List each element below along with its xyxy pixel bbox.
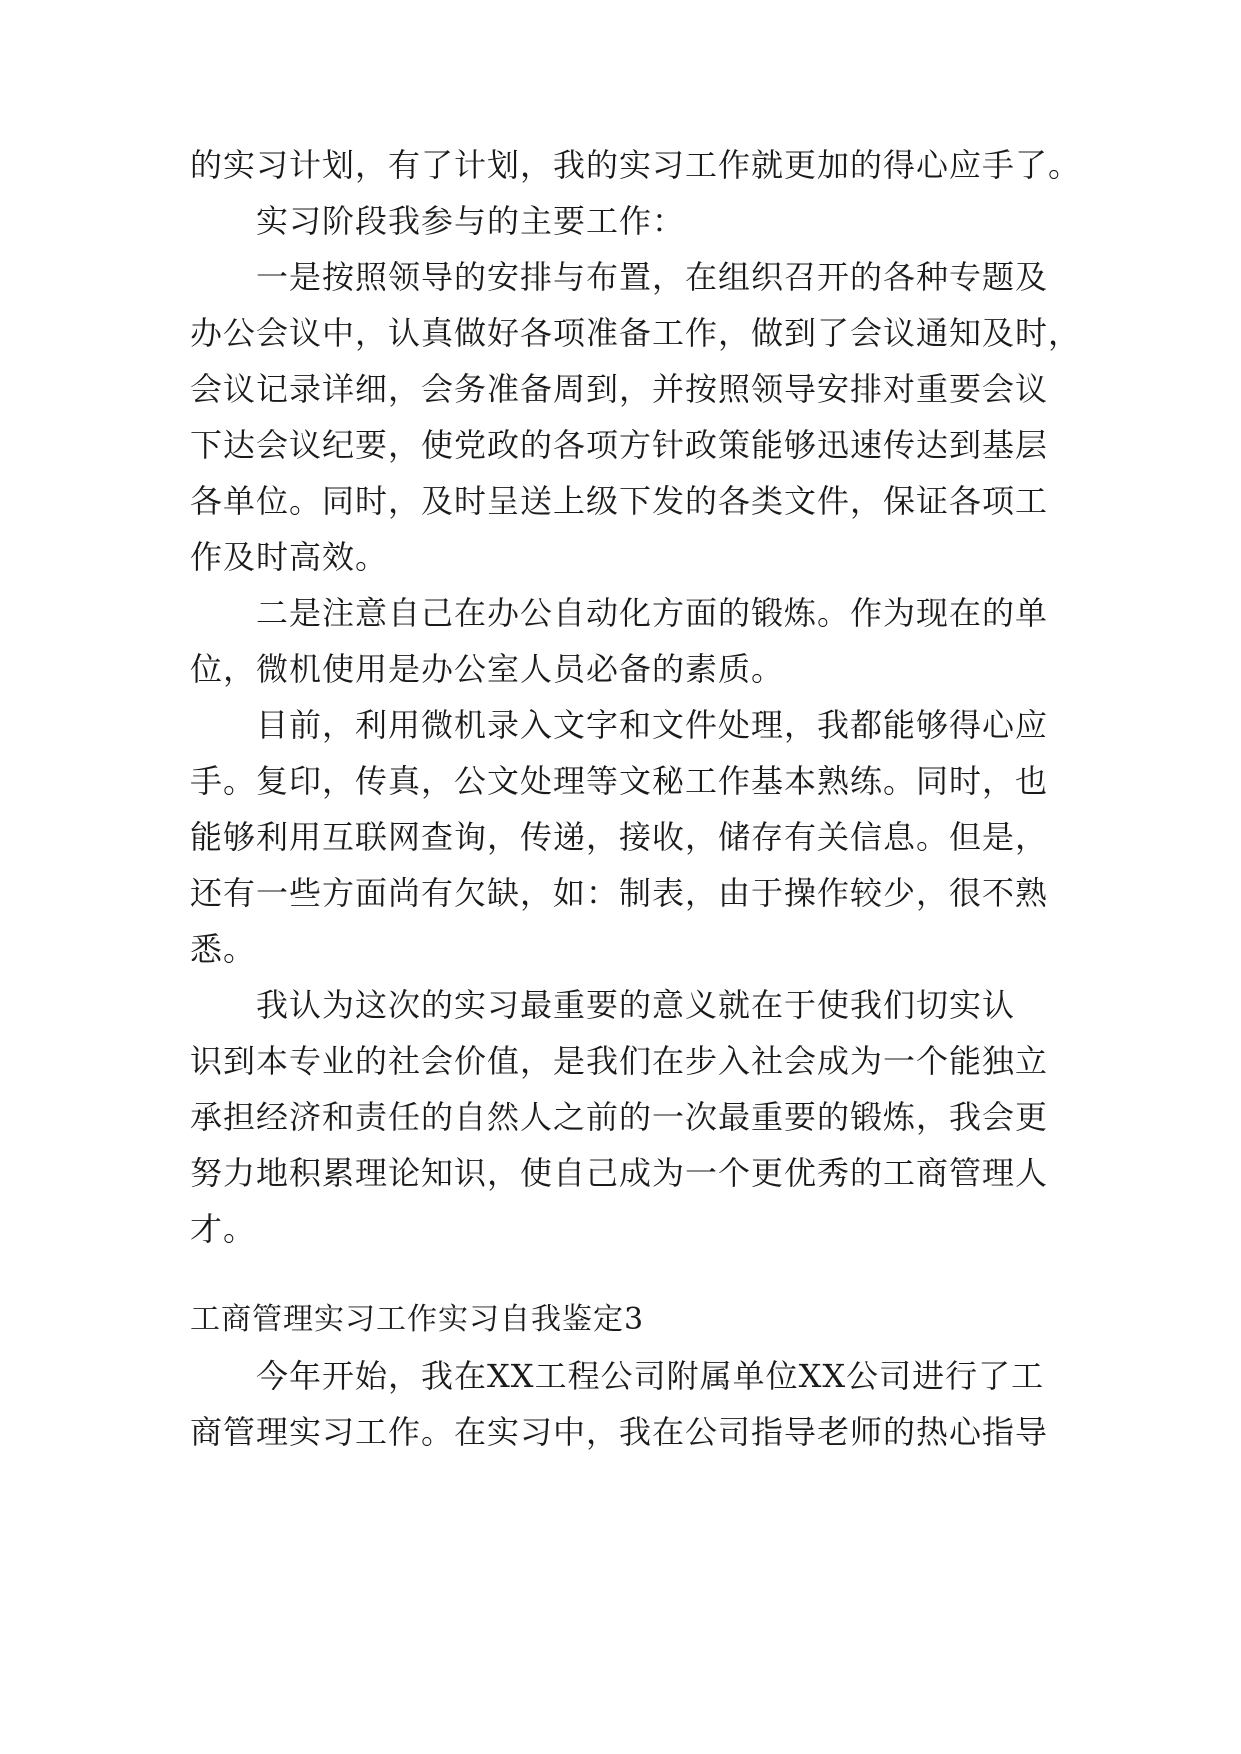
- section-heading: 工商管理实习工作实习自我鉴定3: [190, 1302, 645, 1337]
- body-line: 办公会议中，认真做好各项准备工作，做到了会议通知及时，: [190, 314, 1082, 352]
- paragraph-start: 二是注意自己在办公自动化方面的锻炼。作为现在的单: [256, 594, 1049, 632]
- body-line: 位，微机使用是办公室人员必备的素质。: [190, 650, 785, 688]
- body-line: 努力地积累理论知识，使自己成为一个更优秀的工商管理人: [190, 1154, 1049, 1192]
- body-line: 才。: [190, 1210, 257, 1248]
- body-line: 识到本专业的社会价值，是我们在步入社会成为一个能独立: [190, 1042, 1049, 1080]
- paragraph-start: 目前，利用微机录入文字和文件处理，我都能够得心应: [256, 706, 1049, 744]
- body-line: 各单位。同时，及时呈送上级下发的各类文件，保证各项工: [190, 482, 1049, 520]
- body-line: 的实习计划，有了计划，我的实习工作就更加的得心应手了。: [190, 146, 1082, 184]
- body-line: 商管理实习工作。在实习中，我在公司指导老师的热心指导: [190, 1413, 1049, 1451]
- body-line: 作及时高效。: [190, 538, 389, 576]
- paragraph-start: 我认为这次的实习最重要的意义就在于使我们切实认: [256, 986, 1016, 1024]
- body-line: 下达会议纪要，使党政的各项方针政策能够迅速传达到基层: [190, 426, 1049, 464]
- body-line: 能够利用互联网查询，传递，接收，储存有关信息。但是，: [190, 818, 1049, 856]
- body-line: 会议记录详细，会务准备周到，并按照领导安排对重要会议: [190, 370, 1049, 408]
- paragraph-start: 一是按照领导的安排与布置，在组织召开的各种专题及: [256, 258, 1049, 296]
- paragraph-start: 实习阶段我参与的主要工作：: [256, 202, 686, 240]
- body-line: 还有一些方面尚有欠缺，如：制表，由于操作较少，很不熟: [190, 874, 1049, 912]
- body-line: 手。复印，传真，公文处理等文秘工作基本熟练。同时，也: [190, 762, 1049, 800]
- body-line: 承担经济和责任的自然人之前的一次最重要的锻炼，我会更: [190, 1098, 1049, 1136]
- body-line: 悉。: [190, 930, 257, 968]
- paragraph-start: 今年开始，我在XX工程公司附属单位XX公司进行了工: [256, 1357, 1045, 1395]
